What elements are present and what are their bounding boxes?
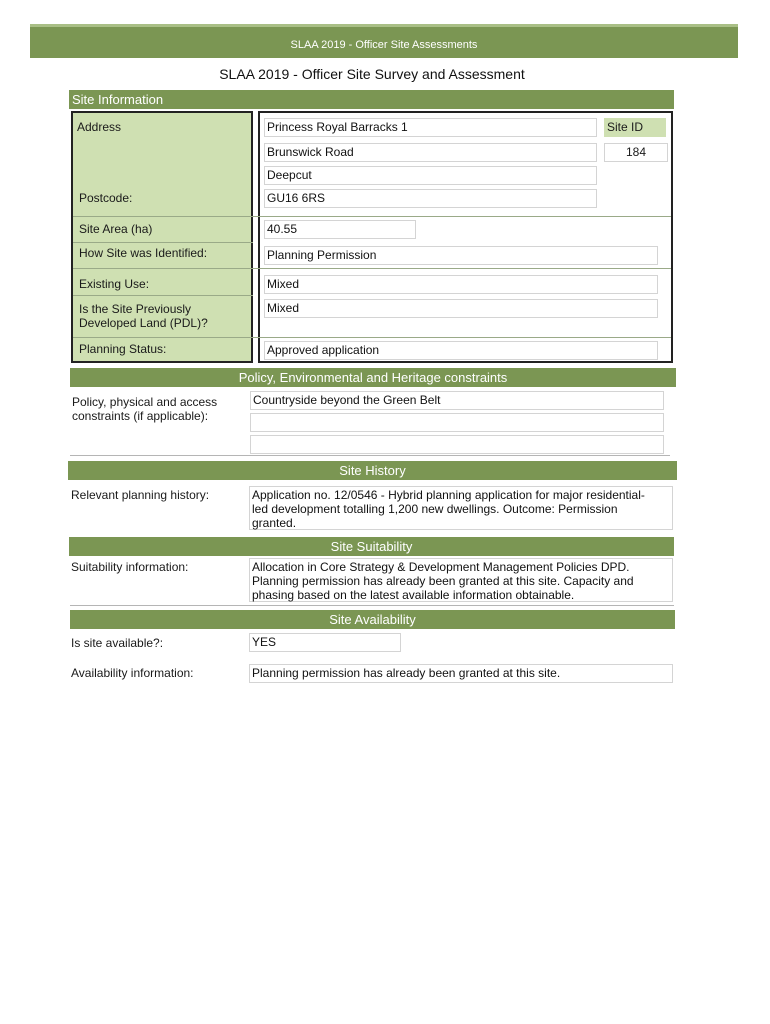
top-banner — [30, 24, 738, 58]
site-id-field[interactable]: 184 — [604, 143, 668, 162]
policy-label-line2: constraints (if applicable): — [72, 409, 209, 423]
availability-info-field[interactable]: Planning permission has already been granted at this site. — [249, 664, 673, 683]
row-divider — [73, 337, 671, 338]
suitability-field[interactable] — [249, 558, 673, 602]
pdl-label-line2: Developed Land (PDL)? — [79, 316, 208, 330]
planning-status-field[interactable]: Approved application — [264, 341, 658, 360]
availability-heading: Site Availability — [70, 610, 675, 629]
site-information-heading: Site Information — [69, 90, 674, 109]
policy-field-1[interactable]: Countryside beyond the Green Belt — [250, 391, 664, 410]
row-divider — [73, 216, 671, 217]
policy-heading: Policy, Environmental and Heritage constraints — [70, 368, 676, 387]
suitability-label: Suitability information: — [71, 560, 189, 574]
available-label: Is site available?: — [71, 636, 164, 650]
suitability-heading: Site Suitability — [69, 537, 674, 556]
availability-info-label: Availability information: — [71, 666, 194, 680]
banner-title: SLAA 2019 - Officer Site Assessments — [290, 39, 478, 51]
history-label: Relevant planning history: — [71, 488, 210, 502]
pdl-field[interactable]: Mixed — [264, 299, 658, 318]
available-field[interactable]: YES — [249, 633, 401, 652]
postcode-label: Postcode: — [79, 191, 133, 205]
section-divider — [70, 455, 670, 456]
row-divider — [73, 242, 253, 243]
address-label: Address — [77, 120, 122, 134]
address-line-2-field[interactable]: Brunswick Road — [264, 143, 597, 162]
postcode-field[interactable]: GU16 6RS — [264, 189, 597, 208]
site-id-label: Site ID — [604, 118, 666, 137]
planning-status-label: Planning Status: — [79, 342, 167, 356]
suitability-line: Planning permission has already been granted at this site. Capacity and — [252, 574, 634, 588]
address-line-3-field[interactable]: Deepcut — [264, 166, 597, 185]
existing-use-field[interactable]: Mixed — [264, 275, 658, 294]
policy-field-2[interactable] — [250, 413, 664, 432]
history-line: led development totalling 1,200 new dwellings. Outcome: Permission — [252, 502, 618, 516]
identified-field[interactable]: Planning Permission — [264, 246, 658, 265]
history-line: granted. — [252, 516, 297, 530]
suitability-line: Allocation in Core Strategy & Development Management Policies DPD. — [252, 560, 630, 574]
address-line-1-field[interactable]: Princess Royal Barracks 1 — [264, 118, 597, 137]
existing-use-label: Existing Use: — [79, 277, 150, 291]
pdl-label-line1: Is the Site Previously — [79, 302, 192, 316]
section-divider — [70, 605, 674, 606]
history-field[interactable] — [249, 486, 673, 530]
policy-label-line1: Policy, physical and access — [72, 395, 218, 409]
site-area-field[interactable]: 40.55 — [264, 220, 416, 239]
history-line: Application no. 12/0546 - Hybrid planning application for major residential- — [252, 488, 645, 502]
site-area-label: Site Area (ha) — [79, 222, 153, 236]
suitability-line: phasing based on the latest available information obtainable. — [252, 588, 575, 602]
row-divider — [73, 295, 253, 296]
identified-label: How Site was Identified: — [79, 246, 208, 260]
row-divider — [73, 268, 671, 269]
page-title: SLAA 2019 - Officer Site Survey and Assessment — [219, 66, 525, 82]
history-heading: Site History — [68, 461, 677, 480]
policy-field-3[interactable] — [250, 435, 664, 454]
